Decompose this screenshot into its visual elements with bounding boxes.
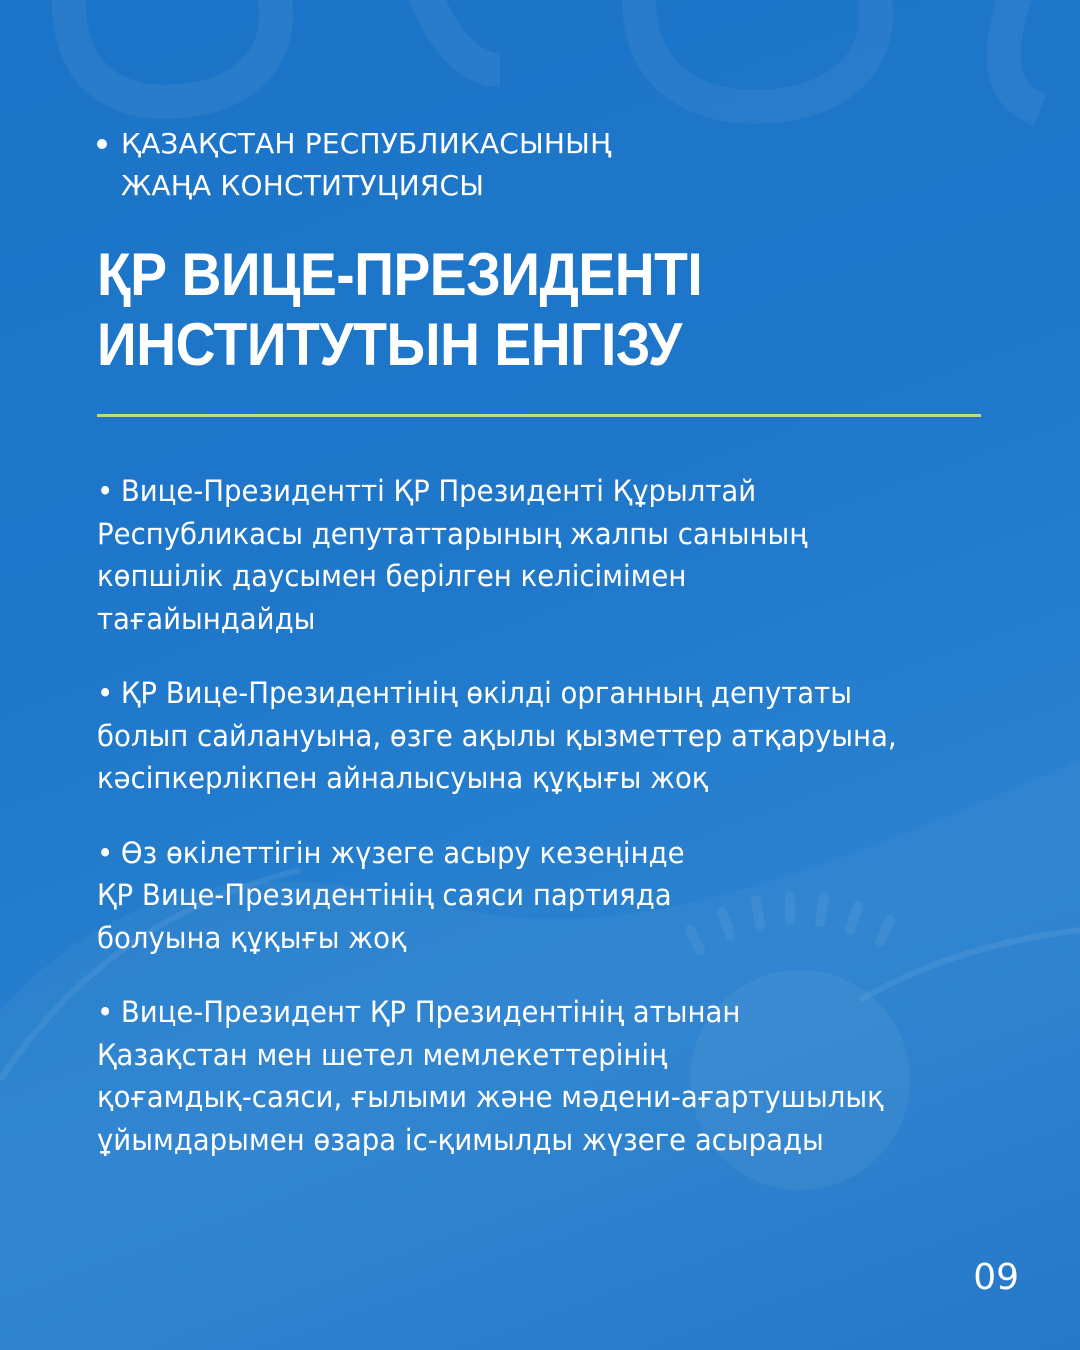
bullet-item: • ҚР Вице-Президентінің өкілді органның депутаты болып сайлануына, өзге ақылы қызметтер атқаруына, кәсіпкерлікпен айналысуына құқығы жоқ bbox=[97, 676, 897, 795]
kicker-bullet-icon bbox=[97, 139, 107, 149]
kicker-line: ЖАҢА КОНСТИТУЦИЯСЫ bbox=[121, 169, 485, 202]
bullet-item: • Өз өкілеттігін жүзеге асыру кезеңінде ҚР Вице-Президентінің саяси партияда болуына құқығы жоқ bbox=[97, 835, 685, 955]
bullet-dot-icon: • bbox=[97, 676, 114, 710]
page-number: 09 bbox=[973, 1257, 1019, 1298]
bullet-list bbox=[97, 470, 1017, 1193]
bullet-item: • Вице-Президент ҚР Президентінің атынан Қазақстан мен шетел мемлекеттерінің қоғамдық-саяси, ғылыми және мәдени-ағартушылық ұйымдарымен өзара іс-қимылды жүзеге асырады bbox=[97, 995, 884, 1157]
bullet-dot-icon: • bbox=[97, 995, 114, 1029]
bullet-dot-icon: • bbox=[97, 835, 114, 870]
section-kicker bbox=[97, 123, 611, 207]
title-line: ҚР ВИЦЕ-ПРЕЗИДЕНТІ bbox=[97, 241, 703, 308]
divider bbox=[97, 414, 981, 417]
kicker-line: ҚАЗАҚСТАН РЕСПУБЛИКАСЫНЫҢ bbox=[121, 127, 612, 160]
bullet-item: • Вице-Президентті ҚР Президенті Құрылтай Республикасы депутаттарының жалпы санының көпшілік даусымен берілген келісімімен тағайындайды bbox=[97, 474, 808, 636]
bullet-dot-icon: • bbox=[97, 474, 114, 508]
title-line: ИНСТИТУТЫН ЕНГІЗУ bbox=[97, 311, 682, 378]
page-title bbox=[97, 240, 702, 380]
